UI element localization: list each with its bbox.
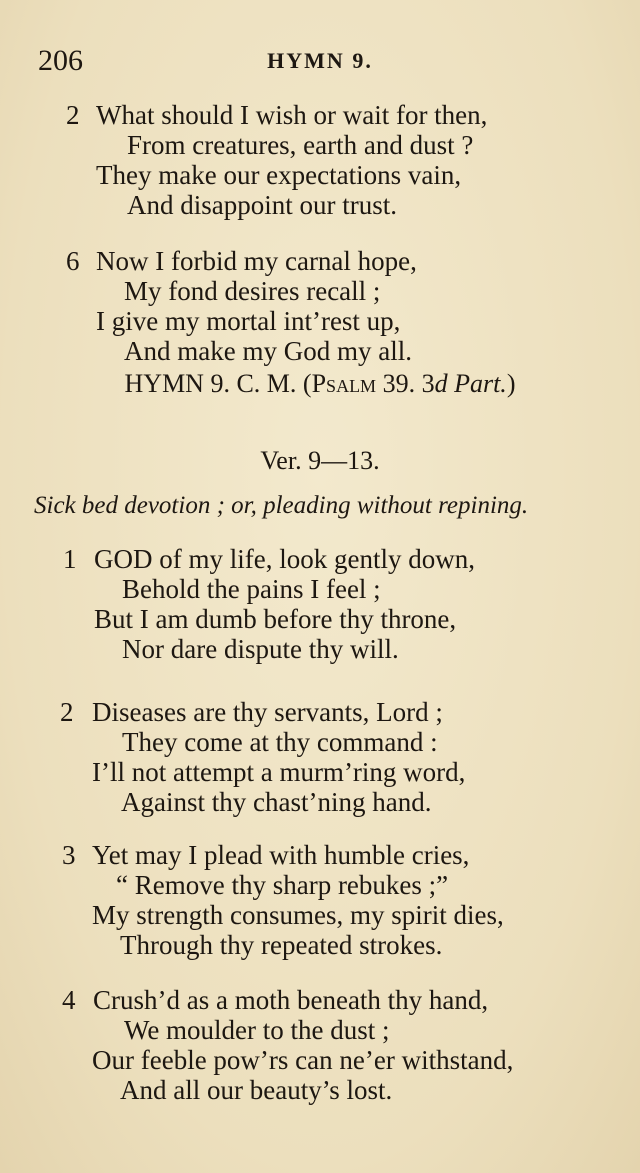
stanza-line: Behold the pains I feel ;: [122, 574, 381, 604]
stanza-number: 1: [63, 544, 77, 574]
stanza-line: Nor dare dispute thy will.: [122, 634, 399, 664]
stanza-line: I’ll not attempt a murm’ring word,: [92, 757, 466, 787]
stanza-line: Now I forbid my carnal hope,: [96, 246, 417, 276]
hymn-title-number: 39. 3: [376, 369, 435, 398]
stanza-line: From creatures, earth and dust ?: [127, 130, 474, 160]
stanza-number: 3: [62, 840, 76, 870]
stanza-number: 6: [66, 246, 80, 276]
hymn-verses: Ver. 9—13.: [260, 446, 380, 475]
stanza-line: And make my God my all.: [124, 336, 412, 366]
stanza-line: Crush’d as a moth beneath thy hand,: [93, 985, 489, 1015]
hymn-title-main: HYMN 9. C. M. (: [124, 369, 312, 398]
stanza-number: 4: [62, 985, 76, 1015]
stanza-line: We moulder to the dust ;: [124, 1015, 390, 1045]
stanza-line: What should I wish or wait for then,: [96, 100, 488, 130]
stanza-line: And all our beauty’s lost.: [120, 1075, 393, 1105]
stanza-number: 2: [66, 100, 80, 130]
stanza-line: Diseases are thy servants, Lord ;: [92, 697, 443, 727]
running-head: HYMN 9.: [267, 48, 373, 73]
stanza-line: GOD of my life, look gently down,: [94, 544, 475, 574]
hymn-title: [0, 368, 640, 400]
hymn-title-close: ): [506, 369, 516, 398]
hymn-title-psalm: Psalm: [311, 369, 377, 398]
stanza-line: They come at thy command :: [122, 727, 438, 757]
stanza-line: My fond desires recall ;: [124, 276, 381, 306]
stanza-line: They make our expectations vain,: [96, 160, 462, 190]
hymn-title-part: d Part.: [434, 369, 507, 398]
stanza-line: And disappoint our trust.: [127, 190, 397, 220]
stanza-line: “ Remove thy sharp rebukes ;”: [116, 870, 449, 900]
stanza-line: My strength consumes, my spirit dies,: [92, 900, 504, 930]
stanza-line: Our feeble pow’rs can ne’er withstand,: [92, 1045, 514, 1075]
page-number: 206: [38, 44, 83, 77]
stanza-line: I give my mortal int’rest up,: [96, 306, 401, 336]
stanza-line: Yet may I plead with humble cries,: [92, 840, 470, 870]
stanza-line: Through thy repeated strokes.: [120, 930, 443, 960]
hymn-subject: Sick bed devotion ; or, pleading without repining.: [34, 492, 529, 519]
stanza-line: But I am dumb before thy throne,: [94, 604, 457, 634]
stanza-number: 2: [60, 697, 74, 727]
stanza-line: Against thy chast’ning hand.: [121, 787, 432, 817]
